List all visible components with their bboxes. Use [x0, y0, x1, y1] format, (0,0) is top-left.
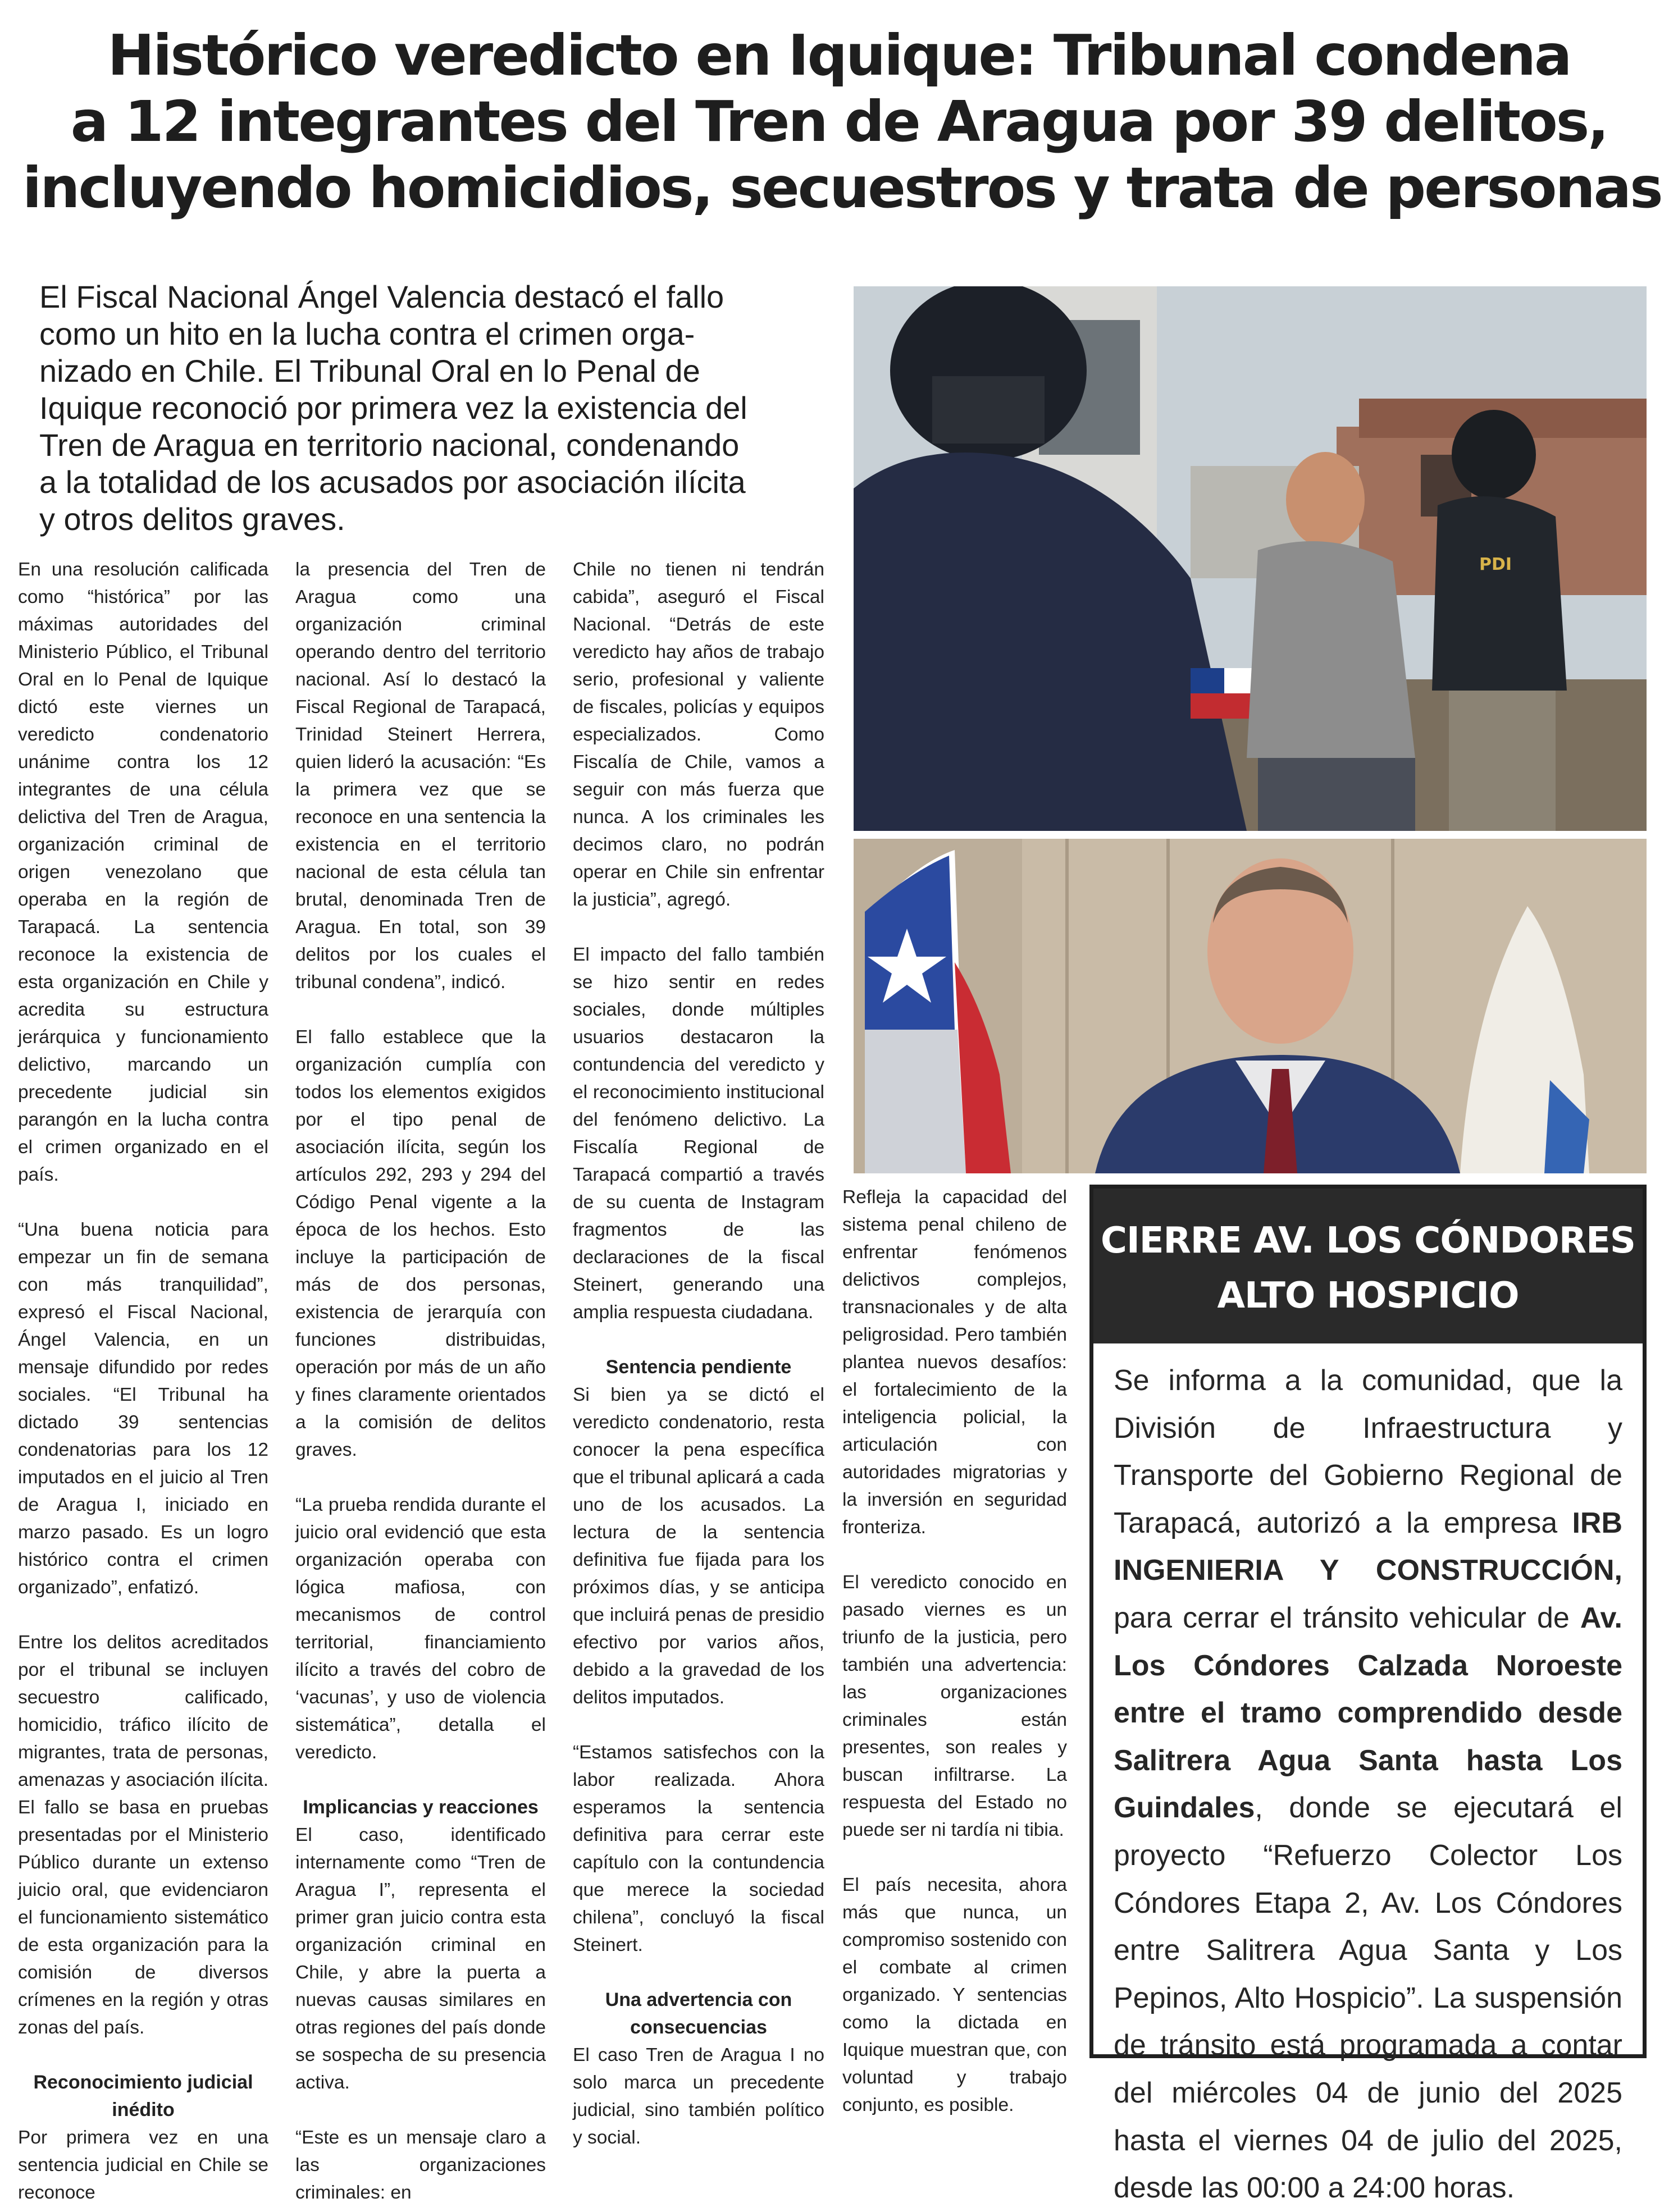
- body-paragraph: “Estamos satisfechos con la labor realizada. Ahora esperamos la sentencia definitiva para cerrar este capítulo con la contundencia que merece la sociedad chilena”, concluyó la fiscal Steinert.: [573, 1742, 824, 1955]
- headline-line-2: a 12 integrantes del Tren de Aragua por 39 delitos,: [70, 89, 1608, 154]
- notice-text: Se informa a la comunidad, que la División de Infraestructura y Transporte del Gobierno Regional de Tarapacá, autorizó a la empresa: [1114, 1364, 1622, 1539]
- body-paragraph: “La prueba rendida durante el juicio oral evidenció que esta organización operaba con lógica mafiosa, con mecanismos de control territorial, financiamiento ilícito a través del cobro de ‘vacunas’, y uso de violencia sistemática”, detalla el veredicto.: [295, 1495, 546, 1763]
- article-column-2: [295, 556, 546, 2206]
- lead-line: a la totalidad de los acusados por asociación ilícita: [39, 464, 746, 500]
- article-column-3: [573, 556, 824, 2151]
- subheading-reconocimiento: Reconocimiento judicial inédito: [33, 2072, 253, 2120]
- lead-line: El Fiscal Nacional Ángel Valencia destacó el fallo: [39, 279, 724, 314]
- article-column-4: [842, 1183, 1067, 2119]
- arrest-photo-illustration: [854, 286, 1647, 831]
- notice-road-section: Av. Los Cóndores Calzada Noroeste entre el tramo comprendido desde Salitrera Agua Santa hasta Los Guindales: [1114, 1601, 1622, 1825]
- lead-line: y otros delitos graves.: [39, 501, 345, 537]
- body-paragraph: Refleja la capacidad del sistema penal chileno de enfrentar fenómenos delictivos complejos, transnacionales y de alta peligrosidad. Pero también plantea nuevos desafíos: el fortalecimiento de la inteligencia policial, la articulación con autoridades migratorias y la inversión en seguridad fronteriza.: [842, 1187, 1067, 1538]
- lead-paragraph: [39, 278, 837, 538]
- subheading-advertencia: Una advertencia con consecuencias: [605, 1989, 792, 2038]
- lead-line: Tren de Aragua en territorio nacional, condenando: [39, 427, 740, 463]
- body-paragraph: El veredicto conocido en pasado viernes es un triunfo de la justicia, pero también una advertencia: las organizaciones criminales están presentes, son reales y buscan infiltrarse. La respuesta del Estado no puede ser ni tardía ni tibia.: [842, 1572, 1067, 1840]
- notice-text: para cerrar el tránsito vehicular de: [1114, 1601, 1580, 1634]
- lead-line: Iquique reconoció por primera vez la existencia del: [39, 390, 747, 426]
- body-paragraph: El caso Tren de Aragua I no solo marca un precedente judicial, sino también político y social.: [573, 2045, 824, 2148]
- body-paragraph: Chile no tienen ni tendrán cabida”, aseguró el Fiscal Nacional. “Detrás de este veredicto hay años de trabajo serio, profesional y valiente de fiscales, policías y equipos especializados. Como Fiscalía de Chile, vamos a seguir con más fuerza que nunca. A los criminales les decimos claro, no podrán operar en Chile sin enfrentar la justicia”, agregó.: [573, 559, 824, 910]
- notice-title: [1093, 1189, 1643, 1343]
- body-paragraph: “Una buena noticia para empezar un fin de semana con más tranquilidad”, expresó el Fiscal Nacional, Ángel Valencia, en un mensaje difundido por redes sociales. “El Tribunal ha dictado 39 sentencias condenatorias para los 12 imputados en el juicio al Tren de Aragua I, iniciado en marzo pasado. Es un logro histórico contra el crimen organizado”, enfatizó.: [18, 1219, 268, 1598]
- body-paragraph: El impacto del fallo también se hizo sentir en redes sociales, donde múltiples usuarios destacaron la contundencia del veredicto y el reconocimiento institucional del fenómeno delictivo. La Fiscalía Regional de Tarapacá compartió a través de su cuenta de Instagram fragmentos de las declaraciones de la fiscal Steinert, generando una amplia respuesta ciudadana.: [573, 944, 824, 1323]
- headline-line-1: Histórico veredicto en Iquique: Tribunal condena: [107, 22, 1571, 88]
- fiscal-portrait-illustration: [854, 839, 1647, 1173]
- notice-company: IRB INGENIERIA Y CONSTRUCCIÓN,: [1114, 1506, 1622, 1587]
- pdi-badge: PDI: [1479, 555, 1512, 574]
- body-paragraph: “Este es un mensaje claro a las organizaciones criminales: en: [295, 2127, 546, 2203]
- body-paragraph: El caso, identificado internamente como “Tren de Aragua I”, representa el primer gran juicio contra esta organización criminal en Chile, y abre la puerta a nuevas causas similares en otras regiones del país donde se sospecha de su presencia activa.: [295, 1825, 546, 2093]
- body-paragraph: Por primera vez en una sentencia judicial en Chile se reconoce: [18, 2127, 268, 2203]
- article-column-1: [18, 556, 268, 2206]
- body-paragraph: Si bien ya se dictó el veredicto condenatorio, resta conocer la pena específica que el tribunal aplicará a cada uno de los acusados. La lectura de la sentencia definitiva fue fijada para los próximos días, y se anticipa que incluirá penas de presidio efectivo por varios años, debido a la gravedad de los delitos imputados.: [573, 1384, 824, 1708]
- notice-text: , donde se ejecutará el proyecto “Refuerzo Colector Los Cóndores Etapa 2, Av. Los Cóndores entre Salitrera Agua Santa y Los Pepinos, Alto Hospicio”. La suspensión de tránsito está programada a contar del miércoles 04 de junio del 2025 hasta el viernes 04 de julio del 2025, desde las 00:00 a 24:00 horas.: [1114, 1791, 1622, 2205]
- body-paragraph: El país necesita, ahora más que nunca, un compromiso sostenido con el combate al crimen organizado. Y sentencias como la dictada en Iquique muestran que, con voluntad y trabajo conjunto, es posible.: [842, 1875, 1067, 2115]
- notice-title-line-1: CIERRE AV. LOS CÓNDORES: [1101, 1220, 1635, 1262]
- arrest-photo: [854, 286, 1647, 831]
- lead-line: nizado en Chile. El Tribunal Oral en lo Penal de: [39, 353, 700, 389]
- road-closure-notice: [1089, 1185, 1647, 2205]
- subheading-sentencia: Sentencia pendiente: [605, 1356, 792, 1378]
- notice-title-line-2: ALTO HOSPICIO: [1217, 1275, 1519, 1317]
- body-paragraph: El fallo establece que la organización cumplía con todos los elementos exigidos por el tipo penal de asociación ilícita, según los artículos 292, 293 y 294 del Código Penal vigente a la época de los hechos. Esto incluye la participación de más de dos personas, existencia de jerarquía con funciones distribuidas, operación por más de un año y fines claramente orientados a la comisión de delitos graves.: [295, 1027, 546, 1460]
- lead-line: como un hito en la lucha contra el crimen orga-: [39, 316, 695, 351]
- headline: [22, 22, 1662, 221]
- fiscal-portrait-photo: [854, 839, 1647, 1173]
- body-paragraph: la presencia del Tren de Aragua como una organización criminal operando dentro del territorio nacional. Así lo destacó la Fiscal Regional de Tarapacá, Trinidad Steinert Herrera, quien lideró la acusación: “Es la primera vez que se reconoce en una sentencia la existencia en el territorio nacional de esta célula tan brutal, denominada Tren de Aragua. En total, son 39 delitos por los cuales el tribunal condena”, indicó.: [295, 559, 546, 993]
- body-paragraph: En una resolución calificada como “histórica” por las máximas autoridades del Ministerio Público, el Tribunal Oral en lo Penal de Iquique dictó este viernes un veredicto condenatorio unánime contra los 12 integrantes de una célula delictiva del Tren de Aragua, organización criminal de origen venezolano que operaba en la región de Tarapacá. La sentencia reconoce la existencia de esta organización en Chile y acredita su estructura jerárquica y funcionamiento delictivo, marcando un precedente judicial sin parangón en la lucha contra el crimen organizado en el país.: [18, 559, 268, 1185]
- body-paragraph: Entre los delitos acreditados por el tribunal se incluyen secuestro calificado, homicidio, tráfico ilícito de migrantes, trata de personas, amenazas y asociación ilícita. El fallo se basa en pruebas presentadas por el Ministerio Público durante un extenso juicio oral, que evidenciaron el funcionamiento sistemático de esta organización para la comisión de diversos crímenes en la región y otras zonas del país.: [18, 1632, 268, 2038]
- headline-line-3: incluyendo homicidios, secuestros y trata de personas: [22, 155, 1662, 221]
- notice-body: [1114, 1357, 1622, 2212]
- subheading-implicancias: Implicancias y reacciones: [303, 1797, 539, 1818]
